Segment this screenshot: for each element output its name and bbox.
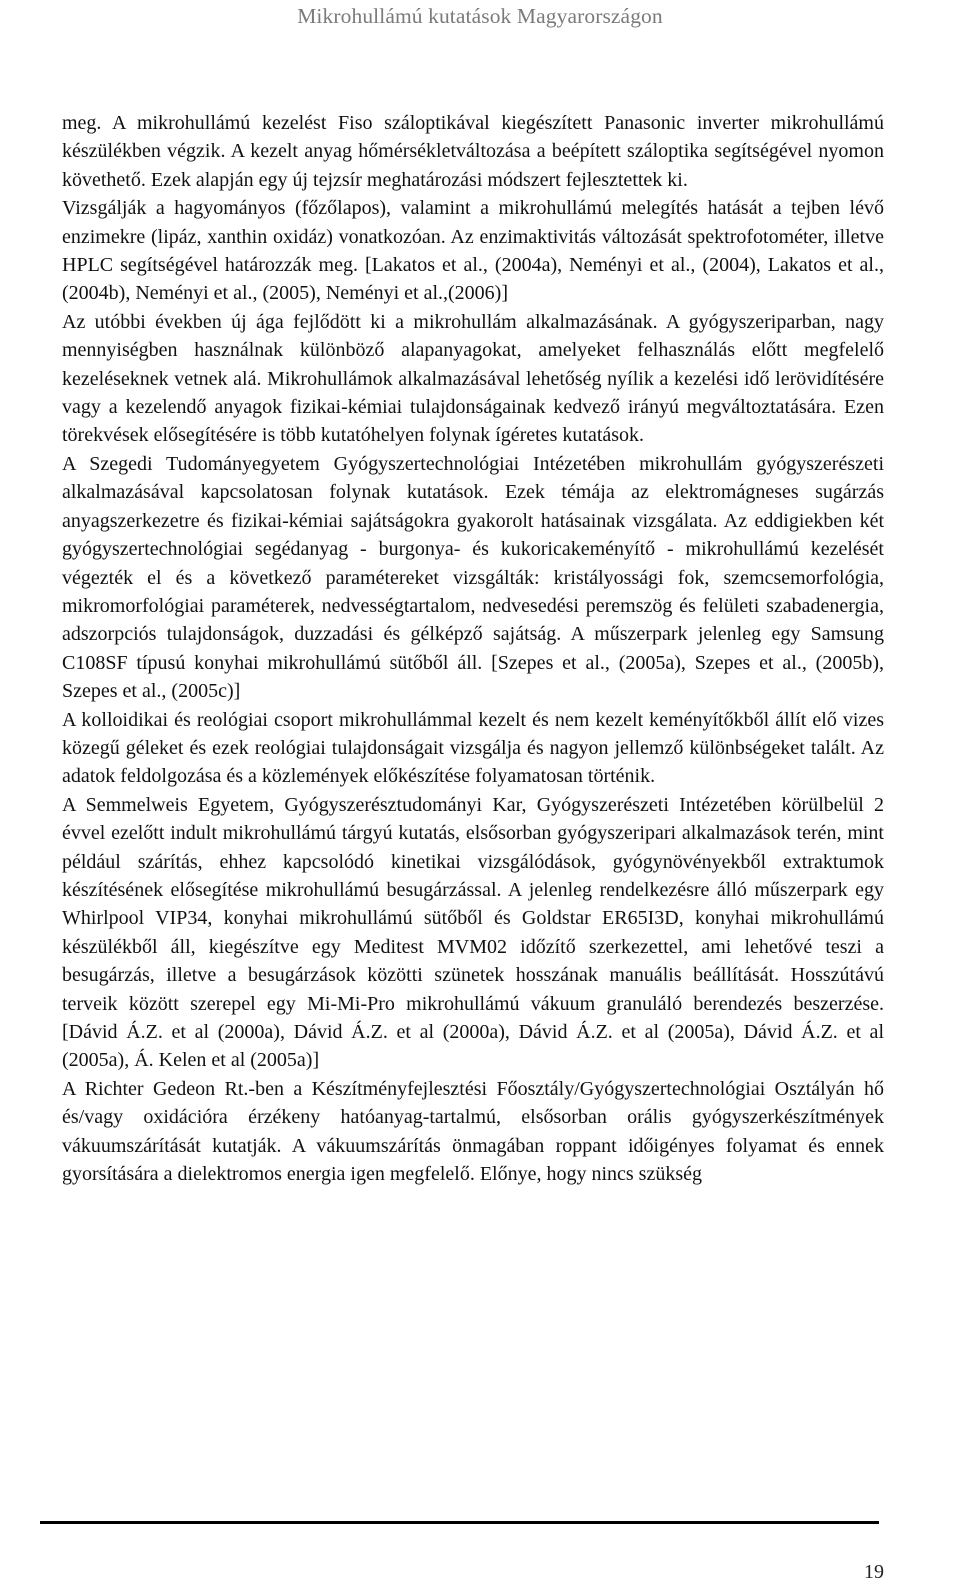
page-number: 19: [864, 1561, 884, 1583]
document-body: [62, 109, 884, 1188]
paragraph: Az utóbbi években új ága fejlődött ki a mikrohullám alkalmazásának. A gyógyszeriparban, nagy mennyiségben használnak különböző alapanyagokat, amelyeket felhasználás előtt megfelelő kezeléseknek vetnek alá. Mikrohullámok alkalmazásával lehetőség nyílik a kezelési idő lerövidítésére vagy a kezelendő anyagok fizikai-kémiai tulajdonságainak kedvező irányú megváltoztatására. Ezen törekvések elősegítésére is több kutatóhelyen folynak ígéretes kutatások.: [62, 310, 884, 447]
running-header: Mikrohullámú kutatások Magyarországon: [297, 4, 663, 28]
footer-divider: [40, 1521, 879, 1524]
paragraph: meg. A mikrohullámú kezelést Fiso száloptikával kiegészített Panasonic inverter mikrohullámú készülékben végzik. A kezelt anyag hőmérsékletváltozása a beépített száloptika segítségével nyomon követhető. Ezek alapján egy új tejzsír meghatározási módszert fejlesztettek ki.: [62, 112, 884, 191]
paragraph: A Richter Gedeon Rt.-ben a Készítményfejlesztési Főosztály/Gyógyszertechnológiai Osztályán hő és/vagy oxidációra érzékeny hatóanyag-tartalmú, elsősorban orális gyógyszerkészítmények vákuumszárítását kutatják. A vákuumszárítás önmagában roppant időigényes folyamat és ennek gyorsítására a dielektromos energia igen megfelelő. Előnye, hogy nincs szükség: [62, 1077, 884, 1186]
paragraph: A Semmelweis Egyetem, Gyógyszerésztudományi Kar, Gyógyszerészeti Intézetében körülbelül 2 évvel ezelőtt indult mikrohullámú tárgyú kutatás, elsősorban gyógyszeripari alkalmazások terén, mint például szárítás, ehhez kapcsolódó kinetikai vizsgálódások, gyógynövényekből extraktumok készítésének elősegítése mikrohullámú besugárzással. A jelenleg rendelkezésre álló műszerpark egy Whirlpool VIP34, konyhai mikrohullámú sütőből és Goldstar ER65I3D, konyhai mikrohullámú készülékből áll, kiegészítve egy Meditest MVM02 időzítő szerkezettel, ami lehetővé teszi a besugárzás, illetve a besugárzások közötti szünetek hosszának manuális beállítását. Hosszútávú terveik között szerepel egy Mi-Mi-Pro mikrohullámú vákuum granuláló berendezés beszerzése. [Dávid Á.Z. et al (2000a), Dávid Á.Z. et al (2000a), Dávid Á.Z. et al (2005a), Dávid Á.Z. et al (2005a), Á. Kelen et al (2005a)]: [62, 793, 884, 1072]
paragraph: Vizsgálják a hagyományos (főzőlapos), valamint a mikrohullámú melegítés hatását a tejben lévő enzimekre (lipáz, xanthin oxidáz) vonatkozóan. Az enzimaktivitás változását spektrofotométer, illetve HPLC segítségével határozzák meg. [Lakatos et al., (2004a), Neményi et al., (2004), Lakatos et al., (2004b), Neményi et al., (2005), Neményi et al.,(2006)]: [62, 197, 884, 305]
paragraph: A kolloidikai és reológiai csoport mikrohullámmal kezelt és nem kezelt keményítőkből állít elő vizes közegű géleket és ezek reológiai tulajdonságait vizsgálja és nagyon jellemző különbségeket talált. Az adatok feldolgozása és a közlemények előkészítése folyamatosan történik.: [62, 708, 884, 788]
paragraph: A Szegedi Tudományegyetem Gyógyszertechnológiai Intézetében mikrohullám gyógyszerészeti alkalmazásával kapcsolatosan folynak kutatások. Ezek témája az elektromágneses sugárzás anyagszerkezetre és fizikai-kémiai sajátságokra gyakorolt hatásainak vizsgálata. Az eddigiekben két gyógyszertechnológiai segédanyag - burgonya- és kukoricakeményítő - mikrohullámú kezelését végezték el és a következő paramétereket vizsgálták: kristályossági fok, szemcsemorfológia, mikromorfológiai paraméterek, nedvességtartalom, nedvesedési peremszög és felületi szabadenergia, adszorpciós tulajdonságok, duzzadási és gélképző sajátság. A műszerpark jelenleg egy Samsung C108SF típusú konyhai mikrohullámú sütőből áll. [Szepes et al., (2005a), Szepes et al., (2005b), Szepes et al., (2005c)]: [62, 452, 884, 703]
